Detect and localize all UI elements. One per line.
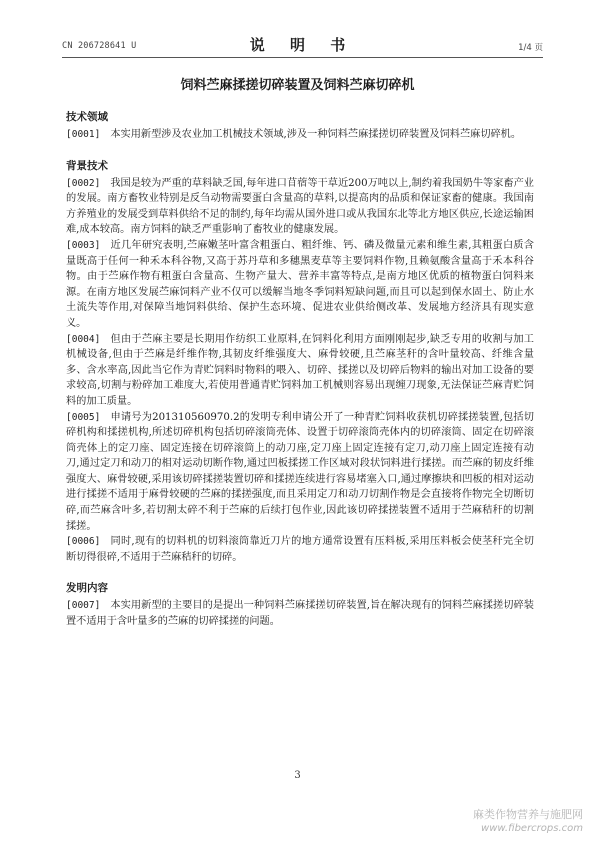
- paragraph-number: [0004]: [66, 333, 101, 345]
- paragraph-number: [0006]: [66, 536, 101, 548]
- website-watermark: [473, 808, 583, 835]
- paragraph-number: [0002]: [66, 177, 101, 189]
- paragraph-0002: [66, 176, 534, 238]
- paragraph-number: [0001]: [66, 129, 101, 140]
- document-body: [66, 110, 534, 630]
- section-heading-background: 背景技术: [66, 159, 108, 172]
- patent-number: CN 206728641 U: [62, 41, 137, 51]
- section-heading-summary: 发明内容: [66, 582, 108, 595]
- paragraph-number: [0005]: [66, 411, 101, 423]
- paragraph-text: 同时,现有的切料机的切料滚筒靠近刀片的地方通常设置有压料板,采用压料板会使茎秆完全切断切得很碎,不适用于苎麻秸秆的切碎。: [66, 536, 534, 563]
- paragraph-number: [0003]: [66, 239, 101, 251]
- section-heading-technical-field: 技术领域: [66, 111, 108, 123]
- paragraph-0006: [66, 534, 534, 565]
- paragraph-text: 但由于苎麻主要是长期用作纺织工业原料,在饲料化利用方面刚刚起步,缺乏专用的收割与加工机械设备,但由于苎麻是纤维作物,其韧皮纤维强度大、麻骨较硬,且苎麻茎秆的含叶量较高、纤维含量多、含水率高,因此当它作为青贮饲料时物料的喂入、切碎、揉搓以及切碎后物料的输出对加工设备的要求较高,切割与粉碎加工难度大,若使用普通青贮饲料加工机械则容易出现缠刀现象,无法保证苎麻青贮饲料的加工质量。: [66, 333, 534, 407]
- paragraph-0003: [66, 238, 534, 332]
- paragraph-text: 本实用新型的主要目的是提出一种饲料苎麻揉搓切碎装置,旨在解决现有的饲料苎麻揉搓切碎装置不适用于含叶量多的苎麻的切碎揉搓的问题。: [66, 600, 534, 628]
- header-divider: [62, 57, 543, 58]
- paragraph-text: 我国是较为严重的草料缺乏国,每年进口苜蓿等干草近200万吨以上,制约着我国奶牛等家畜产业的发展。南方畜牧业特别是反刍动物需要蛋白含量高的草料,以提高肉的品质和保证家畜的健康。我国南方养殖业的发展受到草料供给不足的制约,每年均需从国外进口或从我国东北等北方地区供应,长途运输困难,成本较高。南方饲料的缺乏严重影响了畜牧业的健康发展。: [66, 177, 534, 236]
- paragraph-0001: [66, 127, 534, 143]
- paragraph-number: [0007]: [66, 600, 101, 612]
- paragraph-0007: [66, 598, 534, 629]
- page-number: 3: [294, 770, 301, 781]
- paragraph-0004: [66, 332, 534, 410]
- page-header: [62, 34, 543, 56]
- paragraph-0005: [66, 410, 534, 535]
- paragraph-text: 本实用新型涉及农业加工机械技术领域,涉及一种饲料苎麻揉搓切碎装置及饲料苎麻切碎机。: [110, 129, 522, 140]
- paragraph-text: 申请号为201310560970.2的发明专利申请公开了一种青贮饲料收获机切碎揉搓装置,包括切碎机构和揉搓机构,所述切碎机构包括切碎滚筒壳体、设置于切碎滚筒壳体内的切碎滚筒、固定在切碎滚筒壳体上的定刀座、固定连接在切碎滚筒上的动刀座,定刀座上固定连接有定刀,动刀座上固定连接有动刀,通过定刀和动刀的相对运动切断作物,通过凹板揉搓工作区域对段状饲料进行揉搓。而苎麻的韧皮纤维强度大、麻骨较硬,采用该切碎揉搓装置切碎和揉搓连续进行容易堵塞入口,通过摩擦块和凹板的相对运动进行揉搓不适用于麻骨较硬的苎麻的揉搓强度,而且采用定刀和动刀切割作物是会直接将作物完全切断切碎,而苎麻含叶多,若切割太碎不利于苎麻的后续打包作业,因此该切碎揉搓装置不适用于苎麻秸秆的切割揉搓。: [66, 411, 534, 532]
- page-indicator: 1/4 页: [518, 43, 543, 53]
- watermark-site-name: 麻类作物营养与施肥网: [473, 808, 583, 821]
- paragraph-text: 近几年研究表明,苎麻嫩茎叶富含粗蛋白、粗纤维、钙、磷及微量元素和维生素,其粗蛋白质含量既高于任何一种禾本科谷物,又高于苏丹草和多穗黑麦草等主要饲料作物,且赖氨酸含量高于禾本科谷物。由于苎麻作物有粗蛋白含量高、生物产量大、营养丰富等特点,是南方地区优质的植物蛋白饲料来源。在南方地区发展苎麻饲料产业不仅可以缓解当地冬季饲料短缺问题,而且可以起到保水固土、防止水土流失等作用,对保障当地饲料供给、保护生态环境、促进农业供给侧改革、发展地方经济具有现实意义。: [66, 239, 534, 329]
- document-title: 饲料苎麻揉搓切碎装置及饲料苎麻切碎机: [180, 78, 415, 93]
- watermark-url: www.fibercrops.com: [481, 823, 583, 834]
- document-type-heading: 说 明 书: [249, 36, 356, 54]
